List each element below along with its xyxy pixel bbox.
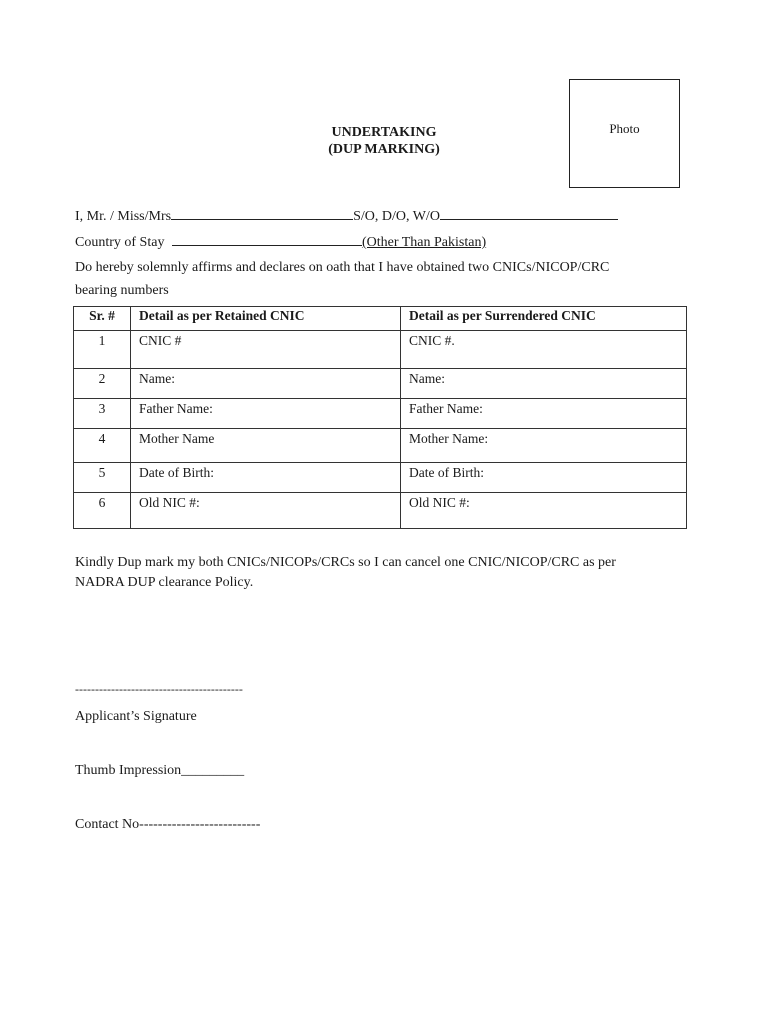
country-field[interactable] <box>172 233 362 246</box>
header-sr: Sr. # <box>74 307 131 331</box>
row-sr: 3 <box>74 399 131 429</box>
photo-box[interactable] <box>569 79 680 188</box>
photo-label: Photo <box>609 121 640 136</box>
retained-mother-name[interactable]: Mother Name <box>131 429 401 463</box>
row-sr: 4 <box>74 429 131 463</box>
request-line-1: Kindly Dup mark my both CNICs/NICOPs/CRCs so I can cancel one CNIC/NICOP/CRC as per <box>75 555 616 570</box>
thumb-label: Thumb Impression <box>75 763 182 778</box>
thumb-impression-line <box>75 763 244 779</box>
surrendered-mother-name[interactable]: Mother Name: <box>401 429 687 463</box>
contact-label: Contact No <box>75 817 140 832</box>
retained-name[interactable]: Name: <box>131 369 401 399</box>
retained-father-name[interactable]: Father Name: <box>131 399 401 429</box>
country-line <box>75 233 486 251</box>
contact-field[interactable]: -------------------------- <box>139 817 261 832</box>
surrendered-cnic[interactable]: CNIC #. <box>401 331 687 369</box>
row-sr: 2 <box>74 369 131 399</box>
header-surrendered: Detail as per Surrendered CNIC <box>401 307 687 331</box>
declaration-line-1: Do hereby solemnly affirms and declares on oath that I have obtained two CNICs/NICOP/CRC <box>75 260 610 275</box>
row-sr: 1 <box>74 331 131 369</box>
signature-line[interactable]: ------------------------------------------ <box>75 682 243 696</box>
table-row <box>74 463 687 493</box>
contact-line <box>75 817 260 833</box>
surrendered-old-nic[interactable]: Old NIC #: <box>401 493 687 529</box>
thumb-field[interactable]: _________ <box>181 763 245 778</box>
table-header-row <box>74 307 687 331</box>
name-line <box>75 207 618 225</box>
cnic-details-table <box>73 306 687 529</box>
name-label: I, Mr. / Miss/Mrs <box>75 209 172 224</box>
table-row <box>74 369 687 399</box>
row-sr: 5 <box>74 463 131 493</box>
declaration-line-2: bearing numbers <box>75 283 169 298</box>
table-row <box>74 331 687 369</box>
retained-old-nic[interactable]: Old NIC #: <box>131 493 401 529</box>
dup-request-paragraph <box>75 553 616 593</box>
retained-dob[interactable]: Date of Birth: <box>131 463 401 493</box>
form-title: UNDERTAKING <box>331 125 437 140</box>
country-label: Country of Stay <box>75 235 165 250</box>
surrendered-dob[interactable]: Date of Birth: <box>401 463 687 493</box>
retained-cnic[interactable]: CNIC # <box>131 331 401 369</box>
table-row <box>74 429 687 463</box>
relation-label: S/O, D/O, W/O <box>353 209 440 224</box>
name-field[interactable] <box>171 207 353 220</box>
country-note: (Other Than Pakistan) <box>361 235 487 250</box>
header-retained: Detail as per Retained CNIC <box>131 307 401 331</box>
surrendered-name[interactable]: Name: <box>401 369 687 399</box>
signature-label: Applicant’s Signature <box>75 709 197 724</box>
request-line-2: NADRA DUP clearance Policy. <box>75 575 254 590</box>
form-subtitle: (DUP MARKING) <box>328 142 440 157</box>
relation-field[interactable] <box>440 207 618 220</box>
table-row <box>74 399 687 429</box>
table-row <box>74 493 687 529</box>
surrendered-father-name[interactable]: Father Name: <box>401 399 687 429</box>
row-sr: 6 <box>74 493 131 529</box>
